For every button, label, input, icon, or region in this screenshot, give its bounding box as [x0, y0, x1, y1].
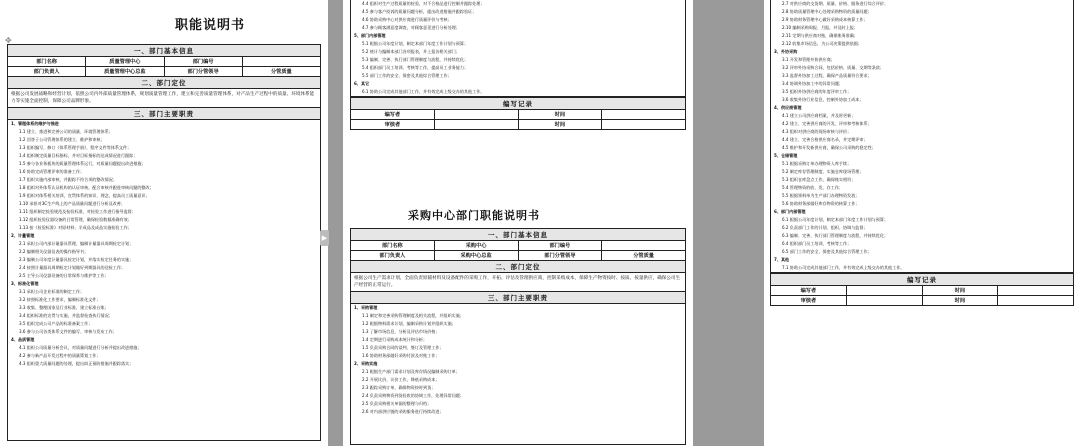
basic-info-block	[7, 44, 321, 441]
duty-item: 3.6 参与公司各类体系文件的编写、审核与发布工作；	[19, 329, 117, 334]
duty-heading: 4、品质管理	[11, 337, 35, 342]
cell: 部门名称	[8, 57, 86, 67]
section-header: 三、部门主要职责	[8, 108, 321, 120]
duty-item: 1.6 协助完成管理评审的准备工作；	[19, 169, 85, 174]
duty-item: 5.1 根据公司年度计划，制定本部门年度工作计划与预算；	[362, 41, 469, 46]
duty-heading: 1、管理体系的维护与推进	[11, 121, 59, 126]
duty-heading: 3、标准化管理	[11, 281, 39, 286]
duty-item: 1.4 定期进行采购成本统计和分析；	[362, 337, 428, 342]
duty-item: 6.2 负责部门工作的计划、组织、协调与监督；	[782, 225, 868, 230]
duty-item: 1.1 制定和完善采购管理制度及相关流程，并组织实施；	[362, 313, 464, 318]
section-header: 二、部门定位	[8, 77, 321, 89]
cell	[602, 110, 686, 120]
duty-heading: 3、外协采购	[774, 49, 798, 54]
duty-item: 2.4 负责采购物资到货验收的协调工作，处理异常问题；	[362, 393, 464, 398]
duty-item: 2.11 定期与供应商对账，确保账务准确；	[782, 33, 858, 38]
cell: 时间	[922, 286, 998, 296]
cell: 质量管理中心总监	[86, 67, 164, 77]
record-header: 编写记录	[771, 274, 1074, 286]
duty-heading: 6、其它	[354, 81, 370, 86]
duty-item: 1.12 组织检验仪器设备的日常管理，确保检验数据准确有效；	[19, 217, 132, 222]
duty-item: 3.4 协调外协加工中的异常问题；	[782, 81, 844, 86]
section-header: 三、部门主要职责	[351, 292, 686, 304]
duty-item: 1.2 根据物料需求计划，编制采购计划并组织实施；	[362, 321, 456, 326]
duty-item: 2.10 编制采购周报、月报，并及时上报；	[782, 25, 858, 30]
section-header: 二、部门定位	[351, 261, 686, 273]
duty-item: 3.1 承担公司企业标准的制定工作；	[19, 289, 85, 294]
duty-item: 2.8 协助质量管理中心处理采购物资的质量问题；	[782, 9, 872, 14]
duty-item: 1.11 组织制定检验规范及检验标准，对检验工作进行指导监督；	[19, 209, 136, 214]
duty-item: 1.5 负责采购合同的谈判、签订及管理工作；	[362, 345, 444, 350]
duty-item: 3.6 收集外协行业信息，控制外协加工成本；	[782, 97, 864, 102]
duty-item: 5.6 协助财务部做好库存物资的核算工作；	[782, 201, 860, 206]
cell: 部门负责人	[351, 251, 435, 261]
record-table	[350, 97, 686, 130]
basic-info-table	[7, 44, 321, 120]
duty-item: 2.6 对内部供应链的采购服务进行持续改进；	[362, 409, 444, 414]
duty-item: 6.5 部门工作的安全、保密及其他综合管理工作；	[782, 249, 872, 254]
duty-item: 5.3 编制、完善、执行部门管理制度与流程，并持续优化；	[362, 57, 469, 62]
section-title: 采购中心部门职能说明书	[408, 209, 540, 222]
duty-item: 2.4 按照计量器具周期检定计划做好到期器具的送检工作；	[19, 265, 126, 270]
duty-item: 4.2 参与新产品开发过程中的质量策划工作；	[19, 353, 101, 358]
continuation-block	[350, 0, 686, 130]
cell: 审核者	[351, 120, 435, 130]
duty-item: 3.3 收集、整理国家及行业标准，建立标准台账；	[19, 305, 109, 310]
duty-item: 7.1 协助公司完成其他部门工作，并有效完成上级交办的其他工作。	[782, 265, 905, 270]
cell	[434, 120, 518, 130]
cell: 采购中心	[434, 241, 518, 251]
cell: 时间	[518, 120, 602, 130]
duty-item: 5.2 制定库存管理制度，实施仓库现场管理；	[782, 169, 864, 174]
duty-item: 5.3 组织仓库盘点工作，确保账实相符；	[782, 177, 856, 182]
duty-item: 2.5 主导公司仪器设备的日常保养与维护等工作；	[19, 273, 109, 278]
duty-item: 3.2 评审外协采购合同，包括价格、质量、交期等条款；	[782, 65, 884, 70]
cell: 时间	[922, 296, 998, 306]
duty-item: 5.1 根据采购订单办理物资入库手续；	[782, 161, 852, 166]
duty-item: 2.1 承担公司内部计量器具管理，编制计量器具周期检定计划；	[19, 241, 134, 246]
cell	[434, 110, 518, 120]
record-table	[770, 273, 1074, 306]
duty-item: 1.6 协助财务部做好采购付款及对账工作；	[362, 353, 440, 358]
section-header: 一、部门基本信息	[351, 229, 686, 241]
duty-item: 4.1 建立公司供应商档案，并及时更新；	[782, 113, 856, 118]
duty-item: 1.10 承担对3C生产线上的产品质量问题进行分析及改善；	[19, 201, 125, 206]
cell: 审核者	[771, 296, 847, 306]
duty-item: 2.5 负责采购相关单据的整理与归档；	[362, 401, 432, 406]
duty-heading: 2、采购实施	[354, 361, 378, 366]
duty-item: 1.5 参与各业务板块的质量管理体系运行，对质量问题提出改进措施；	[19, 161, 146, 166]
cell	[846, 296, 922, 306]
position-text: 根据公司发展战略和经营计划，依照公司内外部质量管理体系，规划质量管理工作，建立和完善质量管理体系，对产品生产过程中的质量、环境体系能力等实施全面控制，保障公司品牌形象。	[8, 89, 321, 108]
cell: 编写者	[771, 286, 847, 296]
cell: 分管质量	[602, 251, 686, 261]
cell: 分管质量	[242, 67, 320, 77]
document-page-2	[343, 0, 693, 446]
duty-item: 3.5 组织完成公司产品的标准备案工作；	[19, 321, 93, 326]
duty-item: 2.2 开展比价、议价工作，降低采购成本；	[362, 377, 440, 382]
duty-item: 4.2 建立、完善供应商的开发、评审和考核体系；	[782, 121, 872, 126]
cell	[998, 296, 1074, 306]
duty-item: 1.7 组织实施内部审核，并跟踪不符合项的整改情况；	[19, 177, 117, 182]
duty-item: 3.3 监督外协加工过程，确保产品质量符合要求；	[782, 73, 872, 78]
duty-item: 5.2 统计与编制本部门各项报表，并上报各相关部门；	[362, 49, 460, 54]
duties-list	[350, 304, 686, 445]
document-page-3	[764, 0, 1080, 446]
duties-continuation-list	[770, 0, 1074, 273]
duty-heading: 1、采购管理	[354, 305, 378, 310]
cell: 部门分管领导	[518, 251, 602, 261]
cell: 采购中心总监	[434, 251, 518, 261]
cell: 时间	[518, 110, 602, 120]
basic-info-table	[350, 228, 686, 304]
cell	[242, 57, 320, 67]
cell: 编写者	[351, 110, 435, 120]
position-text: 根据公司生产需求计划，全面负责原辅材料及设备配件的采购工作，开拓、评估及管理供应商，控制采购成本，保障生产物资按时、按质、按量供应，确保公司生产经营的正常运行。	[351, 273, 686, 292]
cell: 部门编号	[164, 57, 242, 67]
duty-item: 3.5 组织外协供应商的年度评审工作；	[782, 89, 852, 94]
duty-item: 5.4 组织部门员工培训、考核等工作，提高员工业务能力；	[362, 65, 469, 70]
cell: 部门负责人	[8, 67, 86, 77]
duty-heading: 6、部门内部管理	[774, 209, 806, 214]
duty-item: 4.3 组织重大质量问题的处理，提出纠正预防措施并跟踪落实；	[19, 361, 134, 366]
duty-item: 2.1 根据生产部门需求计划及库存情况编制采购订单；	[362, 369, 460, 374]
duty-item: 6.3 编制、完善、执行部门管理制度与流程，并持续优化；	[782, 233, 889, 238]
duty-item: 2.9 协助财务管理中心做好采购成本核算工作；	[782, 17, 868, 22]
cell	[998, 286, 1074, 296]
duty-item: 1.3 组织编写、修订《体系管理手册》、程序文件等体系文件；	[19, 145, 132, 150]
duty-item: 5.5 根据领料单为生产部门办理物资发放；	[782, 193, 860, 198]
cell: 部门名称	[351, 241, 435, 251]
duty-item: 2.3 跟踪采购订单，确保物资按时到货；	[362, 385, 436, 390]
duty-heading: 5、仓储管理	[774, 153, 798, 158]
duty-item: 1.3 了解市场信息，分析及评估市场价格；	[362, 329, 440, 334]
move-icon[interactable]: ✥	[5, 36, 12, 45]
duty-item: 3.2 按照标准化工作要求，编制标准化文件；	[19, 297, 101, 302]
duty-item: 4.5 维护和开发新供应商，确保公司采购的稳定性；	[782, 145, 876, 150]
duty-item: 4.7 参与顾客满意度调查，对顾客意见进行分析处理；	[362, 25, 460, 30]
duty-item: 1.8 组织对外体系认证机构的认证审核，配合审核并跟进审核问题的整改；	[19, 185, 154, 190]
duties-continuation-list	[350, 0, 686, 97]
duty-heading: 2、计量管理	[11, 233, 35, 238]
chevron-right-icon[interactable]: ▶	[320, 230, 329, 246]
duty-item: 2.12 收集市场信息，为公司决策提供依据；	[782, 41, 863, 46]
duty-item: 1.4 组织制定质量目标指标，并对目标指标的达成情况进行跟踪；	[19, 153, 138, 158]
duty-item: 3.1 开发和管理外协供应商；	[782, 57, 835, 62]
section-header: 一、部门基本信息	[8, 45, 321, 57]
duty-item: 4.4 组织对生产过程质量的检验，对不合格品进行控制并跟踪处理；	[362, 1, 485, 6]
cell	[846, 286, 922, 296]
duty-item: 6.4 组织部门员工培训、考核等工作；	[782, 241, 852, 246]
duty-item: 1.2 回答子公司管理体系的建立、维护和审核；	[19, 137, 105, 142]
duty-item: 2.7 对供应商的交货期、质量、价格、服务进行综合评价；	[782, 1, 889, 6]
duty-item: 1.13 按《检验标准》对原材料、半成品及成品实施检验工作；	[19, 225, 132, 230]
document-page-1	[0, 0, 328, 446]
duty-heading: 5、部门内部管理	[354, 33, 386, 38]
duty-item: 2.2 编制相关仪器仪表的操作指导书；	[19, 249, 89, 254]
duty-item: 1.9 组织对体系相关培训，宣贯体系的知识、理念，提高员工质量意识；	[19, 193, 150, 198]
duty-item: 4.4 建立、完善合格供应商名录，并定期评审；	[782, 137, 868, 142]
duty-heading: 7、其他	[774, 257, 790, 262]
duty-heading: 4、供应商管理	[774, 105, 802, 110]
duty-item: 6.1 协助公司完成其他部门工作，并有效完成上级交办的其他工作。	[362, 89, 485, 94]
duty-item: 6.1 根据公司年度计划，制定本部门年度工作计划与预算；	[782, 217, 889, 222]
duty-item: 5.4 管理物资的收、发、存工作；	[782, 185, 844, 190]
duty-item: 4.5 参与客户投诉的质量问题分析，提出改进措施并跟踪验证；	[362, 9, 477, 14]
cell: 部门分管领导	[164, 67, 242, 77]
page-title: 职能说明书	[174, 18, 245, 33]
cell	[602, 120, 686, 130]
duties-list	[7, 120, 321, 441]
cell: 部门编号	[518, 241, 602, 251]
duty-item: 4.1 组织公司质量分析会议，对质量问题进行分析并提出改进措施；	[19, 345, 142, 350]
duty-item: 4.3 组织对供应商的现场审核与评价；	[782, 129, 852, 134]
cell: 质量管理中心	[86, 57, 164, 67]
purchasing-block	[350, 228, 686, 445]
duty-item: 5.5 部门工作的安全、保密及其他综合管理工作；	[362, 73, 452, 78]
record-header: 编写记录	[351, 98, 686, 110]
duty-item: 4.6 协助采购中心对供应商进行质量评价与考核；	[362, 17, 452, 22]
duty-item: 1.1 建立、推进和完善公司的质量、环境管理体系；	[19, 129, 113, 134]
continuation-block	[770, 0, 1074, 306]
duty-item: 2.3 编制公司年度计量器具检定计划，并落实检定任务的实施；	[19, 257, 134, 262]
duty-item: 3.4 组织标准的宣贯与实施，并监督检查执行情况；	[19, 313, 113, 318]
cell	[602, 241, 686, 251]
